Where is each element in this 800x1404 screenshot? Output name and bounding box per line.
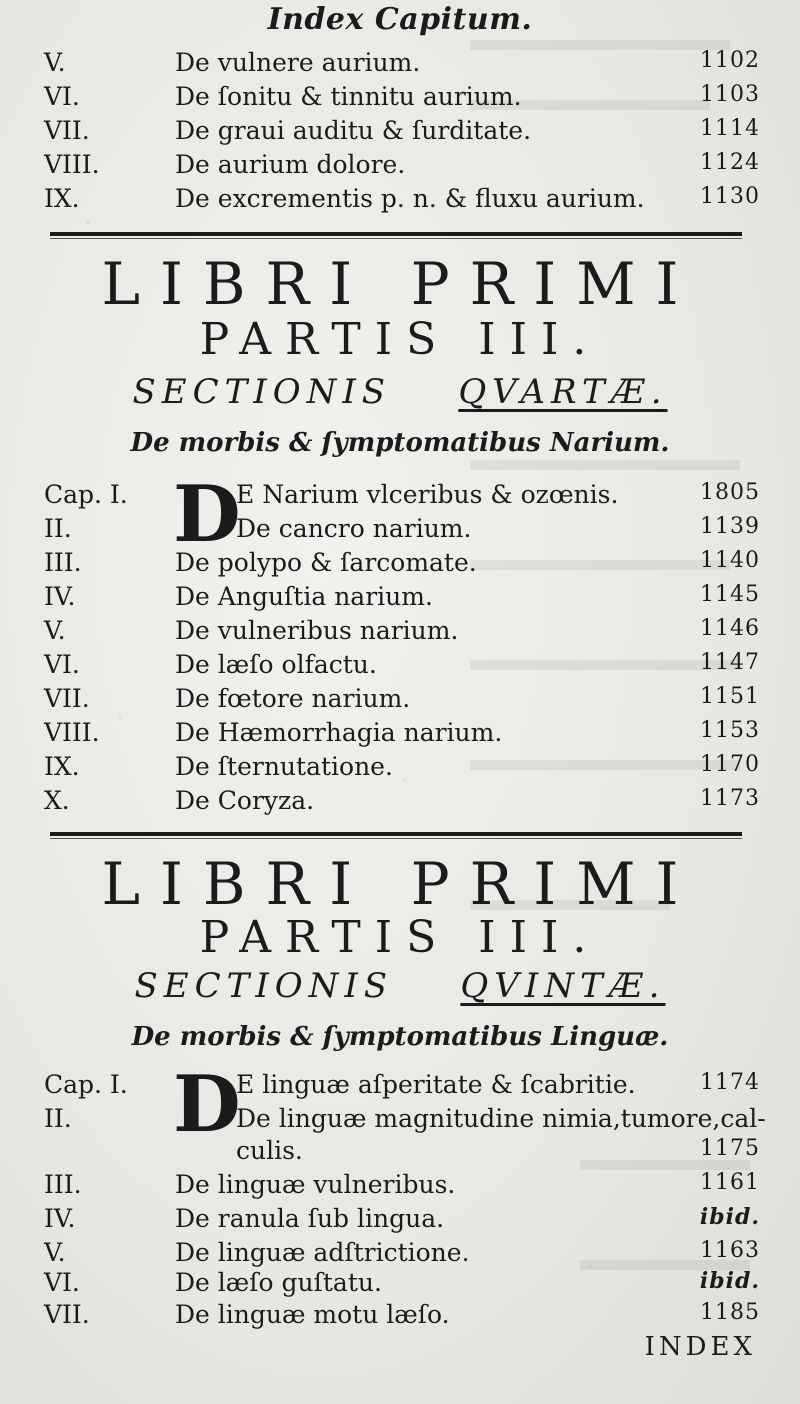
page-number: 1102 [700,48,760,73]
chapter-number: III. [44,1170,82,1199]
list-item [0,480,800,512]
chapter-title: De graui auditu & ſurditate. [175,116,532,145]
catchword: INDEX [644,1332,756,1362]
list-item [0,184,800,216]
list-item [0,616,800,648]
page-number: 1139 [700,514,760,539]
chapter-title: De linguæ vulneribus. [175,1170,456,1199]
list-item [0,1170,800,1202]
chapter-title: E linguæ aſperitate & ſcabritie. [236,1070,636,1099]
section-word: SECTIONIS [132,372,392,412]
chapter-number: IV. [44,582,76,611]
chapter-number: VI. [44,650,80,679]
list-item [0,116,800,148]
section-heading [0,966,800,1006]
list-item [0,548,800,580]
chapter-title: De linguæ motu læſo. [175,1300,450,1329]
list-item [0,1268,800,1300]
chapter-title: De cancro narium. [236,514,472,543]
section-topic: De morbis & ſymptomatibus Narium. [130,428,670,458]
chapter-number: IV. [44,1204,76,1233]
drop-cap: D [173,469,241,560]
chapter-number: V. [44,616,66,645]
list-item [0,1136,800,1168]
section-word: SECTIONIS [134,966,394,1006]
chapter-number: IX. [44,184,80,213]
chapter-title: De Anguſtia narium. [175,582,433,611]
list-item [0,514,800,546]
chapter-title: De læſo olfactu. [175,650,377,679]
chapter-number: IX. [44,752,80,781]
drop-cap: D [173,1059,241,1150]
chapter-number: V. [44,48,66,77]
page-number: 1174 [700,1070,760,1095]
list-item [0,752,800,784]
page-number: 1805 [700,480,760,505]
chapter-title: De læſo guſtatu. [175,1268,382,1297]
chapter-title: De linguæ adſtrictione. [175,1238,470,1267]
page-number: 1147 [700,650,760,675]
page-number: 1185 [700,1300,760,1325]
page-number: 1151 [700,684,760,709]
list-item [0,1204,800,1236]
page-number: 1114 [700,116,760,141]
chapter-number: II. [44,1104,72,1133]
section-ordinal: QVINTÆ. [460,966,666,1006]
list-item [0,718,800,750]
chapter-number: III. [44,548,82,577]
section-heading [0,372,800,412]
chapter-title: De Coryza. [175,786,315,815]
list-item [0,82,800,114]
page-number: 1124 [700,150,760,175]
part-heading: LIBRI PRIMI [101,250,699,318]
page-number: 1161 [700,1170,760,1195]
list-item [0,582,800,614]
list-item [0,150,800,182]
page-number: 1130 [700,184,760,209]
chapter-number: VIII. [44,150,100,179]
page-number: 1145 [700,582,760,607]
page-number: 1153 [700,718,760,743]
chapter-title: De fœtore narium. [175,684,411,713]
page-number: 1140 [700,548,760,573]
chapter-title: E Narium vlceribus & ozœnis. [236,480,619,509]
part-subheading: PARTIS III. [199,912,601,963]
chapter-title: culis. [236,1136,303,1165]
chapter-number: II. [44,514,72,543]
chapter-number: VIII. [44,718,100,747]
chapter-title: De ſonitu & tinnitu aurium. [175,82,522,111]
list-item [0,1104,800,1136]
chapter-title: De vulneribus narium. [175,616,459,645]
page-number: 1103 [700,82,760,107]
chapter-title: De vulnere aurium. [175,48,421,77]
list-item [0,786,800,818]
section-topic: De morbis & ſymptomatibus Linguæ. [131,1022,669,1052]
chapter-number: X. [44,786,70,815]
divider-rule [50,232,742,236]
page-number: ibid. [699,1268,760,1294]
chapter-number: VII. [44,684,90,713]
divider-rule [50,832,742,836]
page-number: 1170 [700,752,760,777]
page-number: ibid. [699,1204,760,1230]
chapter-title: De ranula ſub lingua. [175,1204,445,1233]
chapter-number: Cap. I. [44,480,128,509]
list-item [0,1300,800,1332]
page-number: 1163 [700,1238,760,1263]
part-subheading: PARTIS III. [199,314,601,365]
chapter-number: VI. [44,82,80,111]
section-ordinal: QVARTÆ. [458,372,668,412]
running-head: Index Capitum. [267,2,533,37]
chapter-title: De excrementis p. n. & fluxu aurium. [175,184,645,213]
chapter-title: De ſternutatione. [175,752,393,781]
chapter-number: VI. [44,1268,80,1297]
list-item [0,1238,800,1270]
chapter-title: De Hæmorrhagia narium. [175,718,503,747]
list-item [0,1070,800,1102]
chapter-number: VII. [44,116,90,145]
list-item [0,48,800,80]
chapter-title: De aurium dolore. [175,150,406,179]
chapter-number: V. [44,1238,66,1267]
part-heading: LIBRI PRIMI [101,850,699,918]
chapter-number: VII. [44,1300,90,1329]
page-number: 1146 [700,616,760,641]
page-number: 1173 [700,786,760,811]
chapter-title: De polypo & ſarcomate. [175,548,477,577]
chapter-title: De linguæ magnitudine nimia,tumore,cal- [236,1104,766,1133]
list-item [0,650,800,682]
chapter-number: Cap. I. [44,1070,128,1099]
list-item [0,684,800,716]
page-number: 1175 [700,1136,760,1161]
